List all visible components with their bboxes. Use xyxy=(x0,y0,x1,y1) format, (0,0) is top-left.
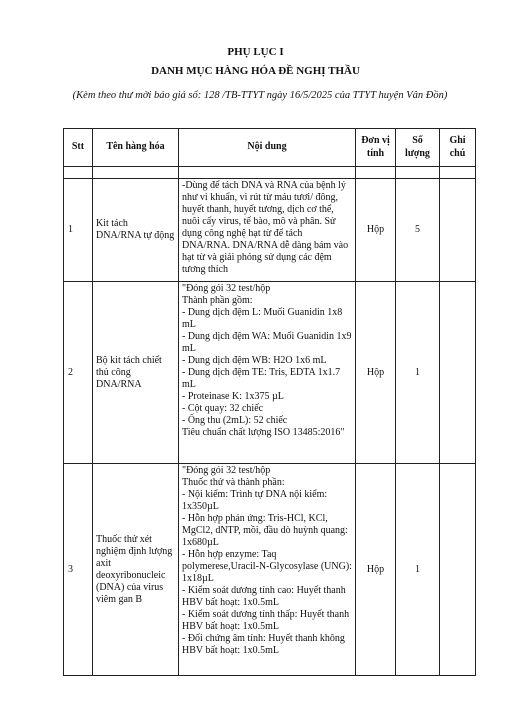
cell-noidung xyxy=(179,464,356,676)
col-header-soluong: Số lượng xyxy=(396,129,440,167)
cell-dvt: Hộp xyxy=(356,464,396,676)
noidung-line: Thuốc thử và thành phần: xyxy=(182,477,285,488)
table-row xyxy=(64,179,476,282)
cell-ten: Thuốc thử xét nghiệm định lượng axit deoxyribonucleic (DNA) của virus viêm gan B xyxy=(93,464,179,676)
noidung-line: - Đối chứng âm tính: Huyết thanh không HBV bất hoạt: 1x0.5mL xyxy=(182,633,345,656)
cell-noidung xyxy=(179,179,356,282)
empty-cell xyxy=(356,167,396,179)
cell-stt: 1 xyxy=(64,179,93,282)
empty-row xyxy=(64,167,476,179)
table-row xyxy=(64,464,476,676)
noidung-line: "Đóng gói 32 test/hộp xyxy=(182,283,271,294)
document-title: DANH MỤC HÀNG HÓA ĐỀ NGHỊ THẦU xyxy=(151,65,360,77)
col-header-ghichu: Ghi chú xyxy=(440,129,476,167)
col-header-dvt: Đơn vị tính xyxy=(356,129,396,167)
table-row xyxy=(64,282,476,464)
noidung-line: - Dung dịch đệm TE: Tris, EDTA 1x1.7 mL xyxy=(182,367,341,390)
noidung-line: - Kiểm soát dương tính thấp: Huyết thanh HBV bất hoạt: 1x0.5mL xyxy=(182,609,350,632)
cell-noidung xyxy=(179,282,356,464)
cell-ghichu xyxy=(440,464,476,676)
empty-cell xyxy=(64,167,93,179)
col-header-stt: Stt xyxy=(64,129,93,167)
cell-soluong: 1 xyxy=(396,464,440,676)
empty-cell xyxy=(179,167,356,179)
cell-dvt: Hộp xyxy=(356,179,396,282)
cell-soluong: 5 xyxy=(396,179,440,282)
goods-table xyxy=(63,128,476,676)
col-header-noidung: Nội dung xyxy=(179,129,356,167)
cell-ten: Bộ kit tách chiết thủ công DNA/RNA xyxy=(93,282,179,464)
noidung-line: - Nội kiểm: Trình tự DNA nội kiểm: 1x350µL xyxy=(182,489,328,512)
empty-cell xyxy=(396,167,440,179)
header-row xyxy=(64,129,476,167)
col-header-ten: Tên hàng hóa xyxy=(93,129,179,167)
cell-ghichu xyxy=(440,282,476,464)
empty-cell xyxy=(93,167,179,179)
empty-cell xyxy=(440,167,476,179)
cell-soluong: 1 xyxy=(396,282,440,464)
noidung-line: - Kiểm soát dương tính cao: Huyết thanh HBV bất hoạt: 1x0.5mL xyxy=(182,585,346,608)
noidung-line: - Hỗn hợp enzyme: Taq polymerese,Uracil-N-Glycosylase (UNG): 1x18µL xyxy=(182,549,352,584)
appendix-title: PHỤ LỤC I xyxy=(227,46,284,58)
noidung-line: - Dung dịch đệm WB: H2O 1x6 mL xyxy=(182,355,327,366)
noidung-line: Tiêu chuẩn chất lượng ISO 13485:2016" xyxy=(182,427,345,438)
cell-ten: Kit tách DNA/RNA tự động xyxy=(93,179,179,282)
noidung-line: "Đóng gói 32 test/hộp xyxy=(182,465,271,476)
noidung-line: Thành phần gồm: xyxy=(182,295,253,306)
cell-stt: 2 xyxy=(64,282,93,464)
noidung-line: -Dùng để tách DNA và RNA của bệnh lý như vi khuẩn, vi rút từ máu tươi/ đông, huyết thanh, huyết tương, dịch cơ thể, nuôi cấy virus, tế bào, mô và phân. Sử dụng công nghệ hạt từ để tách DNA/RNA. DNA/RNA dễ dàng bám vào hạt từ và giải phóng sử dụng các đệm tương thích xyxy=(182,180,349,275)
cell-stt: 3 xyxy=(64,464,93,676)
noidung-line: - Cột quay: 32 chiếc xyxy=(182,403,264,414)
cell-dvt: Hộp xyxy=(356,282,396,464)
noidung-line: - Ống thu (2mL): 52 chiếc xyxy=(182,415,288,426)
noidung-line: - Dung dịch đệm WA: Muối Guanidin 1x9 mL xyxy=(182,331,352,354)
noidung-line: - Dung dịch đệm L: Muối Guanidin 1x8 mL xyxy=(182,307,343,330)
noidung-line: - Proteinase K: 1x375 µL xyxy=(182,391,284,402)
noidung-line: - Hỗn hợp phản ứng: Tris-HCl, KCl, MgCl2, dNTP, mồi, đầu dò huỳnh quang: 1x680µL xyxy=(182,513,348,548)
cell-ghichu xyxy=(440,179,476,282)
document-subtitle: (Kèm theo thư mời báo giá số: 128 /TB-TTYT ngày 16/5/2025 của TTYT huyện Vân Đồn) xyxy=(72,90,448,101)
